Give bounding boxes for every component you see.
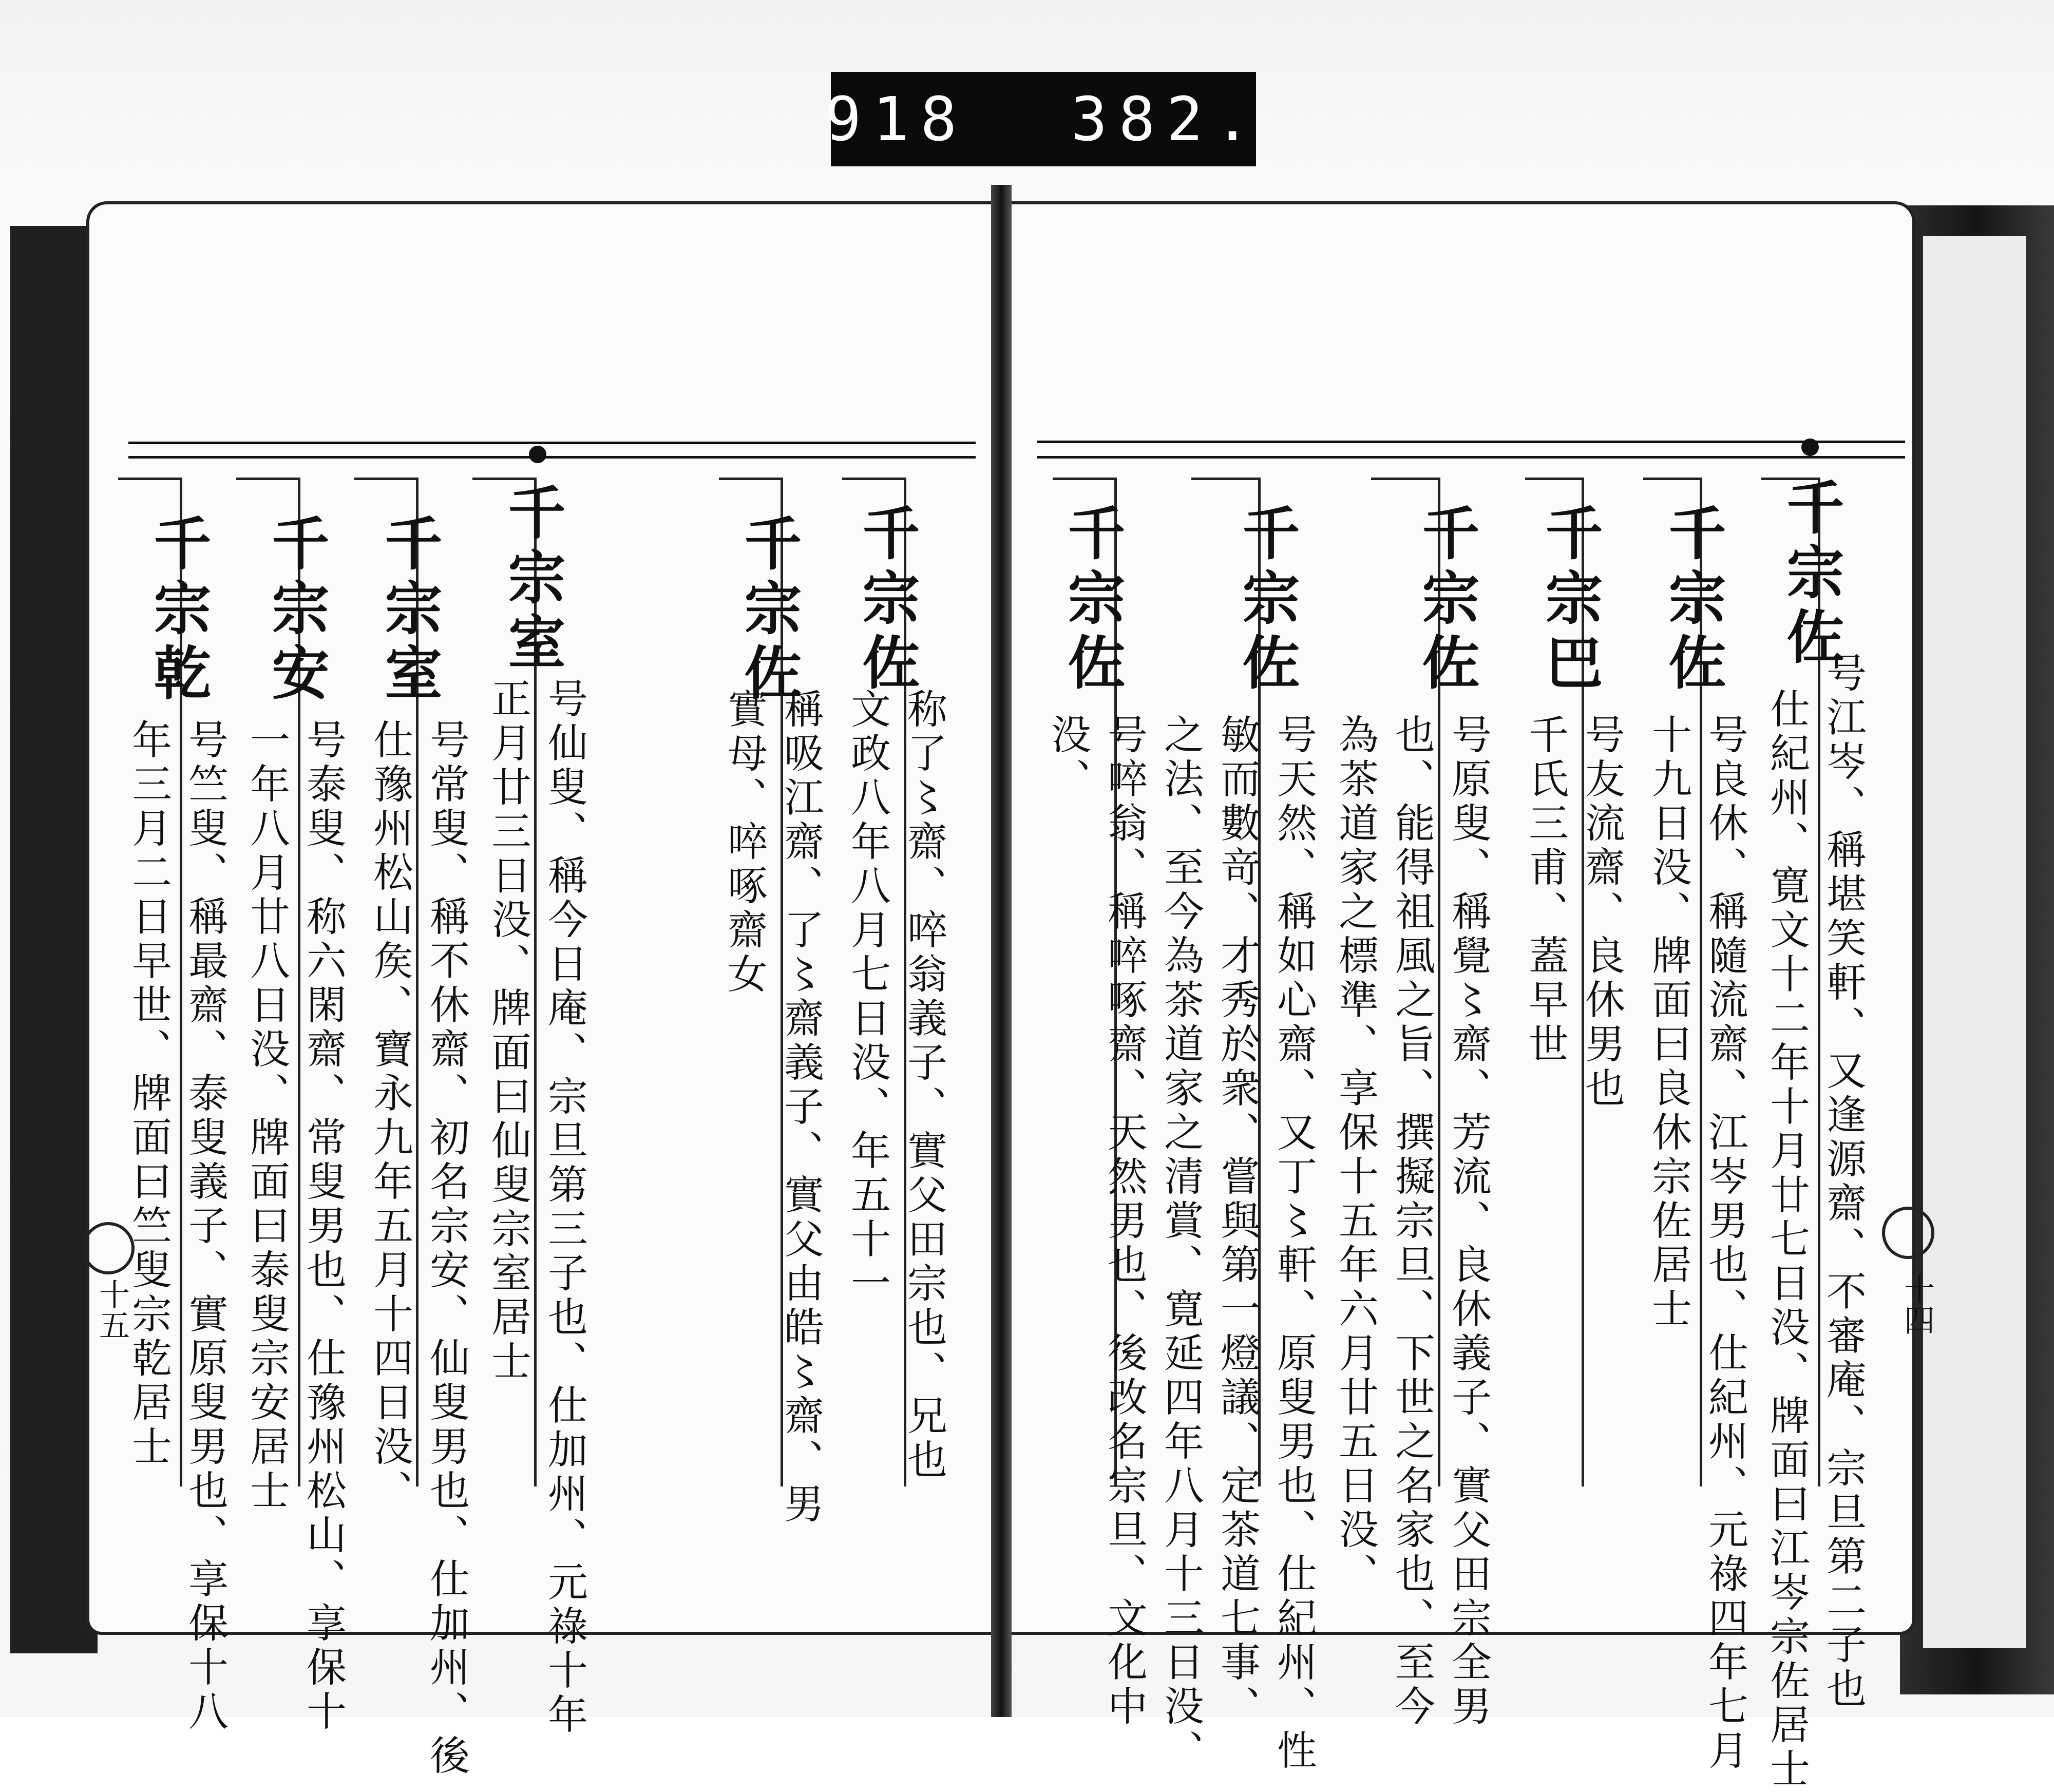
entry-text: 正月廿三日没、牌面曰仙叟宗室居士: [485, 678, 531, 1384]
entry-text: 仕豫州松山矦、寶永九年五月十四日没、: [367, 719, 413, 1514]
entry-text: 之法、至今為茶道家之清賞、寛延四年八月十三日没、: [1157, 714, 1204, 1774]
entry-name: 千宗佐: [1233, 503, 1300, 697]
archive-number-right: 382.: [1071, 84, 1262, 155]
entry-text: 稱吸江齋、了〻齋義子、實父由皓〻齋、男: [777, 688, 824, 1527]
entry-text: 号啐翁、稱啐啄齋、天然男也、後改名宗旦、文化中: [1101, 714, 1147, 1729]
entry-text: 号天然、稱如心齋、又丁〻軒、原叟男也、仕紀州、性: [1270, 714, 1317, 1774]
binding-hole: [1882, 1207, 1934, 1259]
page-number: 十五: [94, 1279, 130, 1340]
book-gutter: [991, 185, 1012, 1717]
section-marker-dot: [529, 446, 546, 463]
entry-text: 文政八年八月七日没、年五十一: [844, 688, 890, 1306]
entry-text: 十九日没、牌面曰良休宗佐居士: [1645, 714, 1691, 1332]
top-rule: [1037, 456, 1905, 459]
entry-text: 没、: [1044, 714, 1091, 802]
entry-text: 實母、啐啄齋女: [721, 688, 767, 997]
entry-name: 千宗佐: [853, 503, 920, 697]
top-rule: [1037, 441, 1905, 443]
archive-number-left: 918: [825, 84, 968, 155]
entry-name: 千宗佐: [735, 513, 802, 708]
entry-text: 称了〻齋、啐翁義子、實父田宗也、兄也: [901, 688, 947, 1483]
entry-text: 為茶道家之標準、享保十五年六月廿五日没、: [1332, 714, 1378, 1597]
entry-text: 号友流齋、良休男也: [1578, 714, 1625, 1111]
entry-name: 千宗室: [375, 513, 443, 708]
book-cover-left-edge: [10, 226, 98, 1653]
binding-hole: [82, 1222, 135, 1274]
entry-text: 号常叟、稱不休齋、初名宗安、仙叟男也、仕加州、後: [423, 719, 469, 1779]
entry-text: 也、能得祖風之旨、撰擬宗旦、下世之名家也、至今: [1389, 714, 1435, 1729]
entry-name: 千宗安: [262, 513, 330, 708]
section-marker-dot: [1801, 439, 1819, 456]
entry-text: 年三月二日早世、牌面曰竺叟宗乾居士: [125, 719, 172, 1470]
entry-text: 号原叟、稱覺〻齋、芳流、良休義子、實父田宗全男: [1445, 714, 1491, 1729]
entry-text: 号仙叟、稱今日庵、宗旦第三子也、仕加州、元祿十年: [541, 678, 587, 1738]
book-fore-edge-right: [1923, 236, 2026, 1648]
top-rule: [128, 456, 976, 459]
entry-text: 号江岑、稱堪笑軒、又逢源齋、不審庵、宗旦第二子也: [1820, 652, 1866, 1712]
entry-text: 号良休、稱隨流齋、江岑男也、仕紀州、元祿四年七月: [1702, 714, 1748, 1774]
entry-text: 一年八月廿八日没、牌面曰泰叟宗安居士: [243, 719, 290, 1514]
entry-name: 千宗佐: [1659, 503, 1726, 697]
entry-name: 千宗佐: [1777, 478, 1844, 672]
entry-name: 千宗乾: [144, 513, 212, 708]
archive-number-label: [825, 72, 1262, 166]
entry-name: 千宗室: [499, 483, 566, 677]
entry-text: 号竺叟、稱最齋、泰叟義子、實原叟男也、享保十八: [182, 719, 228, 1734]
top-rule: [128, 442, 976, 444]
entry-text: 敏而數竒、才秀於衆、嘗與第一燈議、定茶道七事、: [1214, 714, 1260, 1729]
entry-name: 千宗巴: [1536, 503, 1603, 697]
entry-name: 千宗佐: [1058, 503, 1126, 697]
page-number: 十四: [1899, 1273, 1935, 1335]
entry-text: 仕紀州、寛文十二年十月廿七日没、牌面曰江岑宗佐居士: [1763, 688, 1810, 1792]
entry-text: 号泰叟、称六閑齋、常叟男也、仕豫州松山、享保十: [300, 719, 346, 1734]
entry-text: 千氏三甫、蓋早世: [1522, 714, 1568, 1067]
entry-name: 千宗佐: [1413, 503, 1480, 697]
